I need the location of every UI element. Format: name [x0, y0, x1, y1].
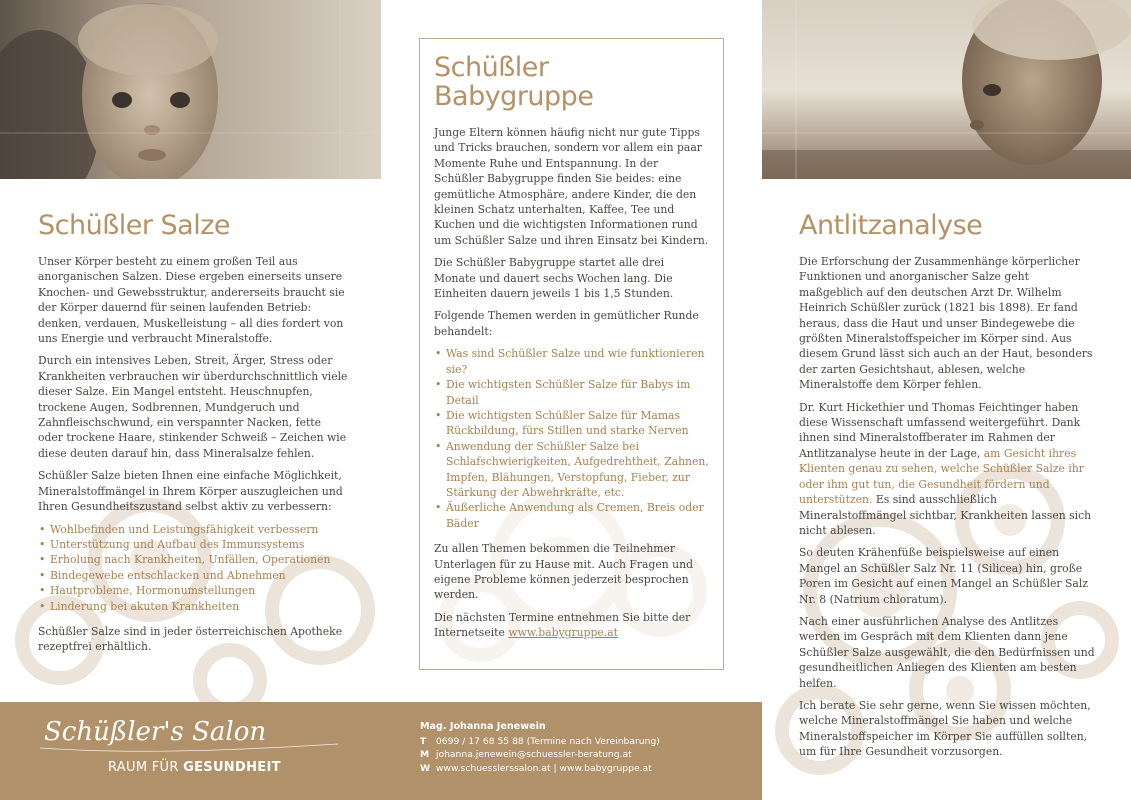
highlighted-text: am Gesicht ihres Klienten genau zu sehen, welche Schüßler Salze ihr oder ihm gut tun, die Gesundheit fördern und unterstützen. — [799, 446, 1084, 507]
paragraph — [799, 400, 1095, 539]
schuessler-salze-heading: Schüßler Salze — [38, 210, 230, 241]
phone-key: T — [420, 735, 427, 747]
contact-name: Mag. Johanna Jenewein — [420, 721, 546, 732]
paragraph: Ich berate Sie sehr gerne, wenn Sie wissen möchten, welche Mineralstoffmängel Sie haben und welche Mineralstoffspeicher im Körper Sie auffüllen sollten, um für Ihre Gesundheit vorzusorgen. — [799, 698, 1091, 759]
paragraph: Folgende Themen werden in gemütlicher Runde behandelt: — [434, 309, 699, 338]
salon-logo — [38, 710, 358, 760]
babygruppe-heading — [434, 53, 709, 111]
list-item: • Anwendung der Schüßler Salze bei Schlafschwierigkeiten, Aufgedrehtheit, Zahnen, Impfen, Blähungen, Verstopfung, Fieber, zur Stärkung der Abwehrkräfte, etc. — [434, 439, 709, 501]
paragraph: Schüßler Salze bieten Ihnen eine einfache Möglichkeit, Mineralstoffmängel in Ihrem Körper auszugleichen und Ihren Gesundheitszustand selbst aktiv zu verbessern: — [38, 469, 343, 514]
web-row — [420, 762, 660, 776]
baby-portrait-photo — [0, 0, 381, 179]
phone-row — [420, 735, 660, 749]
list-item: • Unterstützung und Aufbau des Immunsystems — [38, 537, 348, 552]
email-address[interactable]: johanna.jenewein@schuessler-beratung.at — [435, 749, 632, 760]
topics-list — [434, 346, 709, 531]
list-item: • Äußerliche Anwendung als Cremen, Breis oder Bäder — [434, 500, 709, 531]
list-item: • Hautprobleme, Hormonumstellungen — [38, 583, 348, 598]
paragraph-text: Dr. Kurt Hickethier und Thomas Feichtinger haben diese Wissenschaft umfassend weitergeführt. Dank ihnen sind Mineralstoffberater im Rahmen der Antlitzanalyse heute in der Lage, — [799, 400, 1081, 460]
heading-line: Schüßler — [434, 52, 549, 83]
paragraph-text: Die nächsten Termine entnehmen Sie bitte der Internetseite — [434, 610, 691, 640]
contact-info — [420, 720, 660, 775]
paragraph — [434, 610, 709, 641]
paragraph-text: Es sind ausschließlich Mineralstoffmängel sichtbar, Krankheiten lassen sich nicht ablesen. — [799, 493, 1092, 537]
phone-number[interactable]: 0699 / 17 68 55 88 (Termine nach Vereinbarung) — [435, 735, 660, 747]
paragraph: Die Erforschung der Zusammenhänge körperlicher Funktionen und anorganischer Salze geht maßgeblich auf den deutschen Arzt Dr. Wilhelm Heinrich Schüßler zurück (1821 bis 1898). Er fand heraus, dass die Haut und unser Bindegewebe die größten Mineralstoffspeicher im Körper sind. Aus diesem Grund lässt sich auch an der Haut, besonders der zarten Gesichtshaut, ablesen, welche Mineralstoffe dem Körper fehlen. — [799, 255, 1093, 392]
paragraph: So deuten Krähenfüße beispielsweise auf einen Mangel an Schüßler Salz Nr. 11 (Silicea) hin, große Poren im Gesicht auf einen Mangel an Schüßler Salz Nr. 8 (Natrium chloratum). — [799, 546, 1088, 606]
list-item: • Wohlbefinden und Leistungsfähigkeit verbessern — [38, 522, 348, 537]
babygruppe-box — [419, 38, 724, 670]
list-item: • Bindegewebe entschlacken und Abnehmen — [38, 568, 348, 583]
list-item: • Die wichtigsten Schüßler Salze für Mamas Rückbildung, fürs Stillen und starke Nerven — [434, 408, 709, 439]
list-item: • Linderung bei akuten Krankheiten — [38, 599, 348, 614]
tagline-bold: GESUNDHEIT — [183, 760, 281, 775]
list-item: • Die wichtigsten Schüßler Salze für Babys im Detail — [434, 377, 709, 408]
logo-text: Schüßler's Salon — [44, 717, 267, 747]
toddler-profile-photo — [762, 0, 1131, 179]
paragraph: Schüßler Salze sind in jeder österreichischen Apotheke rezeptfrei erhältlich. — [38, 624, 343, 654]
antlitzanalyse-section — [799, 210, 1095, 767]
paragraph: Zu allen Themen bekommen die Teilnehmer Unterlagen für zu Hause mit. Auch Fragen und eigene Probleme können jederzeit besprochen werden. — [434, 542, 693, 602]
babygruppe-link[interactable]: www.babygruppe.at — [508, 626, 619, 640]
list-item: • Was sind Schüßler Salze und wie funktionieren sie? — [434, 346, 709, 377]
paragraph: Die Schüßler Babygruppe startet alle drei Monate und dauert sechs Wochen lang. Die Einheiten dauern jeweils 1 bis 1,5 Stunden. — [434, 256, 674, 301]
paragraph: Unser Körper besteht zu einem großen Teil aus anorganischen Salzen. Diese ergeben einerseits unsere Knochen- und Gewebsstruktur, andererseits braucht sie der Körper dauernd für seinen laufenden Betrieb: denken, verdauen, Muskelleistung – all dies fordert von uns Energie und verbraucht Mineralstoffe. — [38, 255, 345, 346]
mail-row — [420, 748, 660, 762]
benefits-list — [38, 522, 348, 614]
mail-key: M — [420, 749, 430, 760]
antlitzanalyse-heading: Antlitzanalyse — [799, 210, 983, 241]
paragraph: Nach einer ausführlichen Analyse des Antlitzes werden im Gespräch mit dem Klienten dann jene Schüßler Salze ausgewählt, die den Bedürfnissen und gesundheitlichen Anliegen des Klienten am besten helfen. — [799, 614, 1095, 690]
list-item: • Erholung nach Krankheiten, Unfällen, Operationen — [38, 552, 348, 567]
web-key: W — [420, 762, 431, 774]
paragraph: Junge Eltern können häufig nicht nur gute Tipps und Tricks brauchen, sondern vor allem ein paar Momente Ruhe und Entspannung. In der Schüßler Babygruppe finden Sie beides: eine gemütliche Atmosphäre, andere Kinder, die den kleinen Schatz unterhalten, Kaffee, Tee und Kuchen und die wichtigsten Informationen rund um Schüßler Salze und ihren Einsatz bei Kindern. — [434, 126, 709, 247]
website-links[interactable]: www.schuesslerssalon.at | www.babygruppe.at — [435, 762, 652, 774]
footer-bar — [0, 702, 762, 800]
tagline-light: RAUM FÜR — [108, 760, 179, 775]
paragraph: Durch ein intensives Leben, Streit, Ärger, Stress oder Krankheiten verbrauchen wir überdurchschnittlich viele dieser Salze. Ein Mangel entsteht. Heuschnupfen, trockene Augen, Sodbrennen, Mundgeruch und Zahnfleischschwund, ein verspannter Nacken, fette oder trockene Haare, stinkender Schweiß – Zeichen wie diese deuten darauf hin, dass Mineralsalze fehlen. — [38, 354, 348, 460]
heading-line: Babygruppe — [434, 81, 594, 112]
tagline — [108, 760, 281, 775]
schuessler-salze-section — [38, 210, 348, 662]
